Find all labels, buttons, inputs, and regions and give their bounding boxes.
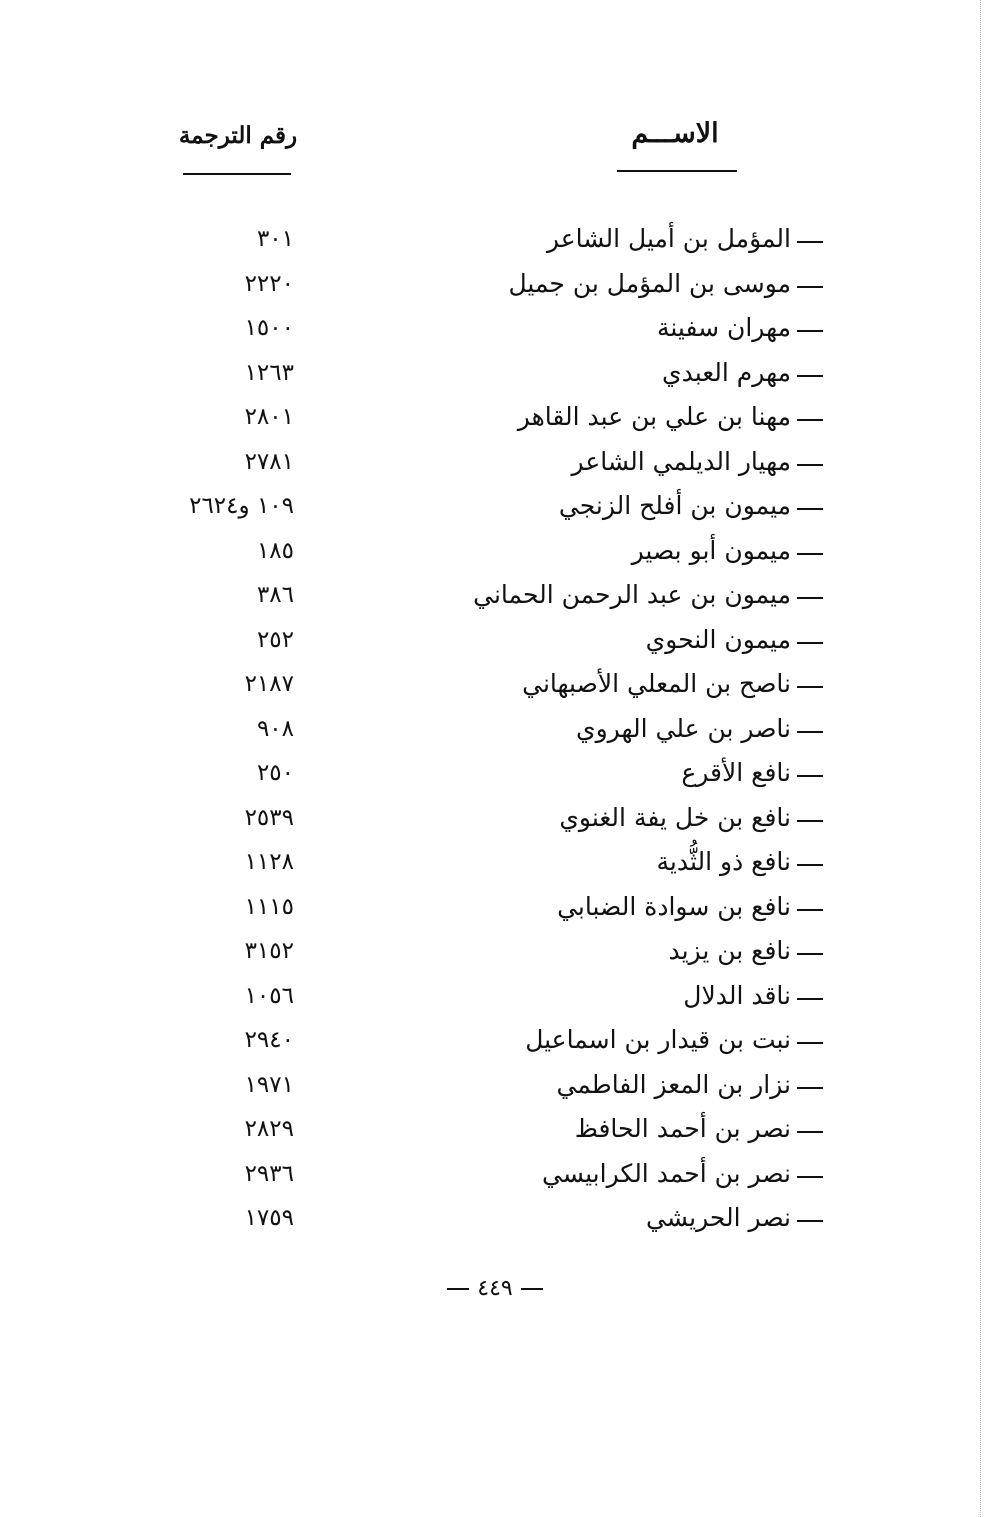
index-entry-row: [0, 575, 1006, 620]
index-entry-row: [0, 1154, 1006, 1199]
entry-name: مهرم العبدي: [662, 357, 791, 387]
entry-biography-number: ٢٩٣٦: [244, 1160, 294, 1187]
entry-dash: [797, 820, 823, 822]
index-entry-row: [0, 1198, 1006, 1243]
entry-dash: [797, 1220, 823, 1222]
entry-dash: [797, 508, 823, 510]
index-entry-row: [0, 887, 1006, 932]
entry-name: نصر بن أحمد الحافظ: [574, 1114, 791, 1143]
entry-name: ميمون بن أفلح الزنجي: [558, 491, 791, 520]
index-entry-row: [0, 308, 1006, 353]
entry-biography-number: ١٠٩ و٢٦٢٤: [189, 493, 294, 519]
entry-dash: [797, 553, 823, 555]
index-entry-row: [0, 709, 1006, 754]
entry-biography-number: ٢٩٤٠: [244, 1027, 294, 1053]
entry-name: نزار بن المعز الفاطمي: [556, 1069, 791, 1099]
entry-name: مهيار الديلمي الشاعر: [571, 446, 791, 476]
index-entry-row: [0, 264, 1006, 309]
entry-biography-number: ٢٥٣٩: [244, 804, 294, 831]
entry-dash: [797, 1176, 823, 1178]
entry-dash: [797, 597, 823, 599]
index-entry-row: [0, 353, 1006, 398]
name-header-underline: [617, 170, 737, 172]
entry-name: ميمون النحوي: [645, 624, 791, 654]
entry-dash: [797, 1042, 823, 1044]
index-entry-row: [0, 219, 1006, 264]
page-number: ٤٤٩: [477, 1276, 513, 1301]
index-entry-row: [0, 842, 1006, 887]
entry-dash: [797, 286, 823, 288]
entry-biography-number: ٣٠١: [256, 226, 294, 252]
entry-name: ناقد الدلال: [683, 980, 791, 1010]
entry-dash: [797, 642, 823, 644]
entry-name: مهنا بن علي بن عبد القاهر: [517, 402, 791, 431]
entry-name: نصر الحريشي: [646, 1203, 791, 1232]
page-number-dash-left: [447, 1288, 469, 1290]
entry-biography-number: ٣١٥٢: [244, 938, 294, 964]
entry-name: نبت بن قيدار بن اسماعيل: [525, 1025, 791, 1054]
entry-dash: [797, 775, 823, 777]
index-entry-row: [0, 486, 1006, 531]
index-entry-row: [0, 664, 1006, 709]
entry-biography-number: ١٠٥٦: [244, 982, 294, 1009]
entry-name: ميمون بن عبد الرحمن الحماني: [473, 580, 791, 609]
index-entry-row: [0, 1065, 1006, 1110]
entry-biography-number: ٢٢٢٠: [244, 270, 294, 297]
entry-dash: [797, 909, 823, 911]
number-header-underline: [183, 173, 291, 175]
entry-biography-number: ٢٥٠: [256, 760, 294, 786]
name-column-header: الاســـم: [631, 118, 719, 149]
entry-biography-number: ١٢٦٣: [244, 359, 294, 386]
number-column-header: رقم الترجمة: [178, 122, 298, 149]
index-entry-row: [0, 753, 1006, 798]
entry-biography-number: ٢١٨٧: [244, 671, 294, 697]
index-entry-row: [0, 442, 1006, 487]
entry-name: نافع بن سوادة الضبابي: [557, 891, 791, 921]
page-footer: [420, 1274, 570, 1304]
index-entry-row: [0, 620, 1006, 665]
entry-dash: [797, 330, 823, 332]
entry-dash: [797, 464, 823, 466]
entry-biography-number: ١١١٥: [244, 893, 294, 920]
entry-dash: [797, 998, 823, 1000]
entry-biography-number: ١٥٠٠: [244, 315, 294, 341]
entry-dash: [797, 1131, 823, 1133]
entry-biography-number: ٣٨٦: [256, 582, 294, 608]
entry-name: نافع ذو الثُّدية: [656, 847, 791, 876]
entry-dash: [797, 241, 823, 243]
entry-dash: [797, 419, 823, 421]
entry-biography-number: ١١٢٨: [244, 849, 294, 875]
index-entry-row: [0, 397, 1006, 442]
entry-dash: [797, 1087, 823, 1089]
entry-dash: [797, 953, 823, 955]
index-entry-row: [0, 798, 1006, 843]
entry-name: ناصح بن المعلي الأصبهاني: [522, 669, 791, 698]
entry-dash: [797, 686, 823, 688]
page-number-dash-right: [521, 1288, 543, 1290]
index-entry-row: [0, 931, 1006, 976]
entry-dash: [797, 864, 823, 866]
index-entry-row: [0, 976, 1006, 1021]
entry-name: مهران سفينة: [656, 313, 791, 342]
entry-name: المؤمل بن أميل الشاعر: [546, 224, 791, 253]
entry-biography-number: ٩٠٨: [256, 715, 294, 742]
entry-name: موسى بن المؤمل بن جميل: [508, 268, 791, 298]
entry-biography-number: ٢٨٢٩: [244, 1116, 294, 1142]
entry-name: نصر بن أحمد الكرابيسي: [542, 1158, 791, 1188]
entry-biography-number: ١٩٧١: [244, 1071, 294, 1098]
entry-biography-number: ٢٨٠١: [244, 404, 294, 430]
entry-biography-number: ١٨٥: [256, 537, 294, 564]
entry-name: ميمون أبو بصير: [631, 535, 791, 565]
index-entry-row: [0, 531, 1006, 576]
entry-dash: [797, 375, 823, 377]
index-entry-row: [0, 1020, 1006, 1065]
index-entry-row: [0, 1109, 1006, 1154]
entry-name: نافع بن خل يفة الغنوي: [559, 802, 791, 832]
entry-biography-number: ٢٧٨١: [244, 448, 294, 475]
index-entries-list: [0, 219, 1006, 1243]
entry-biography-number: ١٧٥٩: [244, 1205, 294, 1231]
entry-dash: [797, 731, 823, 733]
entry-name: نافع الأقرع: [681, 758, 791, 787]
entry-name: نافع بن يزيد: [668, 936, 791, 965]
entry-name: ناصر بن علي الهروي: [576, 713, 791, 743]
entry-biography-number: ٢٥٢: [256, 626, 294, 653]
